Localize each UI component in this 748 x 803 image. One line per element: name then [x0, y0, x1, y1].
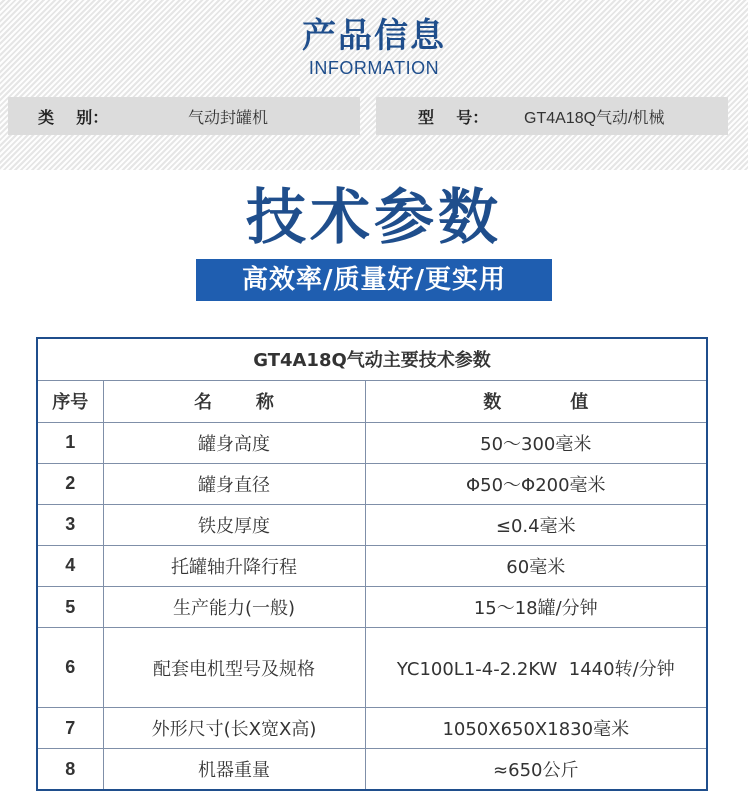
- category-label: 类 别：: [38, 107, 109, 127]
- table-row: [37, 545, 707, 586]
- row-value: 50～300毫米: [365, 422, 707, 463]
- table-row: [37, 708, 707, 749]
- table-row: [37, 628, 707, 708]
- row-value: Φ50～Φ200毫米: [365, 463, 707, 504]
- table-caption: GT4A18Q气动主要技术参数: [37, 338, 707, 380]
- row-name: 铁皮厚度: [103, 504, 365, 545]
- row-index: 3: [37, 504, 103, 545]
- row-value: ≤0.4毫米: [365, 504, 707, 545]
- category-value: 气动封罐机: [188, 107, 269, 127]
- model-label: 型 号：: [418, 107, 489, 127]
- tech-params-title: 技术参数: [246, 183, 502, 253]
- row-index: 8: [37, 749, 103, 790]
- row-value: 60毫米: [365, 545, 707, 586]
- row-index: 5: [37, 586, 103, 627]
- header-name: 名 称: [103, 380, 365, 422]
- row-value: ≈650公斤: [365, 749, 707, 790]
- table-row: [37, 463, 707, 504]
- category-field: [8, 97, 360, 135]
- row-name: 罐身直径: [103, 463, 365, 504]
- model-value: GT4A18Q气动/机械: [524, 109, 665, 127]
- tech-params-table: [36, 337, 708, 791]
- product-info-title: 产品信息: [302, 16, 446, 56]
- header-value: 数 值: [365, 380, 707, 422]
- table-row: [37, 586, 707, 627]
- row-name: 外形尺寸(长X宽X高): [103, 708, 365, 749]
- row-value: YC100L1-4-2.2KW 1440转/分钟: [365, 628, 707, 708]
- row-name: 罐身高度: [103, 422, 365, 463]
- table-header-row: [37, 380, 707, 422]
- row-index: 6: [37, 628, 103, 708]
- model-field: [376, 97, 728, 135]
- row-value: 1050X650X1830毫米: [365, 708, 707, 749]
- row-index: 2: [37, 463, 103, 504]
- row-index: 1: [37, 422, 103, 463]
- row-value: 15～18罐/分钟: [365, 586, 707, 627]
- row-index: 4: [37, 545, 103, 586]
- product-info-subtitle: INFORMATION: [308, 58, 440, 78]
- row-name: 托罐轴升降行程: [103, 545, 365, 586]
- slogan-banner: 高效率/质量好/更实用: [196, 259, 552, 301]
- header-index: 序号: [37, 380, 103, 422]
- product-info-section: [0, 0, 748, 170]
- row-index: 7: [37, 708, 103, 749]
- table-caption-row: [37, 338, 707, 380]
- table-row: [37, 749, 707, 790]
- row-name: 配套电机型号及规格: [103, 628, 365, 708]
- table-row: [37, 504, 707, 545]
- table-row: [37, 422, 707, 463]
- row-name: 机器重量: [103, 749, 365, 790]
- row-name: 生产能力(一般): [103, 586, 365, 627]
